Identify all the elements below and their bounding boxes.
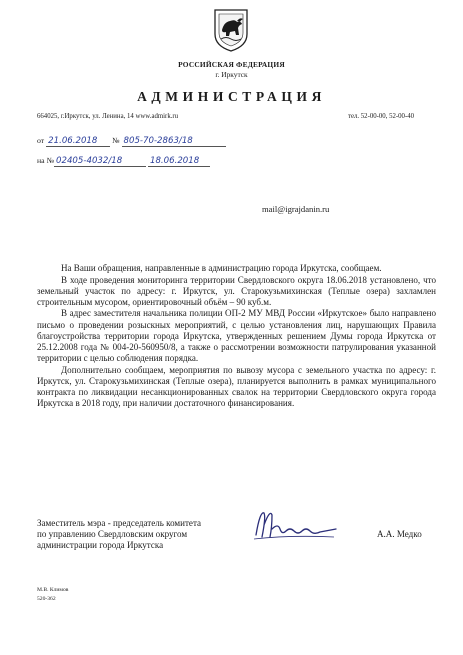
outgoing-date: 21.06.2018 bbox=[46, 136, 110, 147]
signatory-title-line: администрации города Иркутска bbox=[37, 540, 164, 551]
org-phone: тел. 52-00-00, 52-00-40 bbox=[348, 113, 415, 120]
signatory-title bbox=[37, 518, 201, 552]
signatory-name: А.А. Медко bbox=[377, 529, 422, 539]
signatory-title-line: по управлению Свердловским округом bbox=[37, 529, 188, 540]
body-paragraph: В ходе проведения мониторинга территории Свердловского округа 18.06.2018 установлено, что земельный участок по адресу: г. Иркутск, ул. Старокузьмихинская (Теплые озера) захламлен строительным мусором, ориентировочный объём – 90 куб.м. bbox=[37, 274, 436, 307]
coat-of-arms-icon bbox=[213, 8, 249, 52]
country-name: РОССИЙСКАЯ ФЕДЕРАЦИЯ bbox=[178, 60, 285, 69]
incoming-number: 02405-4032/18 bbox=[54, 156, 146, 167]
body-paragraph: В адрес заместителя начальника полиции ОП-2 МУ МВД России «Иркутское» было направлено письмо о проведении розыскных мероприятий, с целью установления лиц, нарушающих Правила благоустройства территории города Иркутска, утвержденных решением Думы города Иркутска от 25.12.2008 года № 004-20-560950/8, а также о рассмотрении возможности патрулирования указанной территории с целью соблюдения порядка. bbox=[37, 308, 436, 364]
org-address: 664025, г.Иркутск, ул. Ленина, 14 www.admirk.ru bbox=[37, 113, 179, 120]
executor-phone: 520-362 bbox=[37, 596, 56, 602]
incoming-date: 18.06.2018 bbox=[148, 156, 210, 167]
outgoing-reference bbox=[37, 136, 226, 147]
body-paragraph: Дополнительно сообщаем, мероприятия по вывозу мусора с земельного участка по адресу: г. Иркутск, ул. Старокузьмихинская (Теплые озера), планируется выполнить в рамках муниципального контракта по ликвидации несанкционированных свалок на территории Свердловского округа города Иркутска в 2018 году, при наличии достаточного финансирования. bbox=[37, 364, 436, 409]
signatory-title-line: Заместитель мэра - председатель комитета bbox=[37, 518, 202, 528]
body-paragraph: На Ваши обращения, направленные в администрацию города Иркутска, сообщаем. bbox=[61, 263, 382, 273]
org-title: АДМИНИСТРАЦИЯ bbox=[137, 89, 326, 104]
handwritten-signature bbox=[250, 505, 340, 545]
city-name: г. Иркутск bbox=[215, 70, 248, 79]
outgoing-number: 805-70-2863/18 bbox=[122, 136, 226, 147]
letter-body bbox=[37, 263, 436, 410]
executor-name: М.В. Климов bbox=[37, 587, 69, 593]
recipient-email: mail@igrajdanin.ru bbox=[262, 204, 330, 214]
incoming-reference bbox=[37, 156, 210, 167]
outgoing-from-label: от bbox=[37, 136, 45, 145]
incoming-label: на № bbox=[37, 156, 55, 165]
outgoing-number-label: № bbox=[112, 136, 120, 145]
